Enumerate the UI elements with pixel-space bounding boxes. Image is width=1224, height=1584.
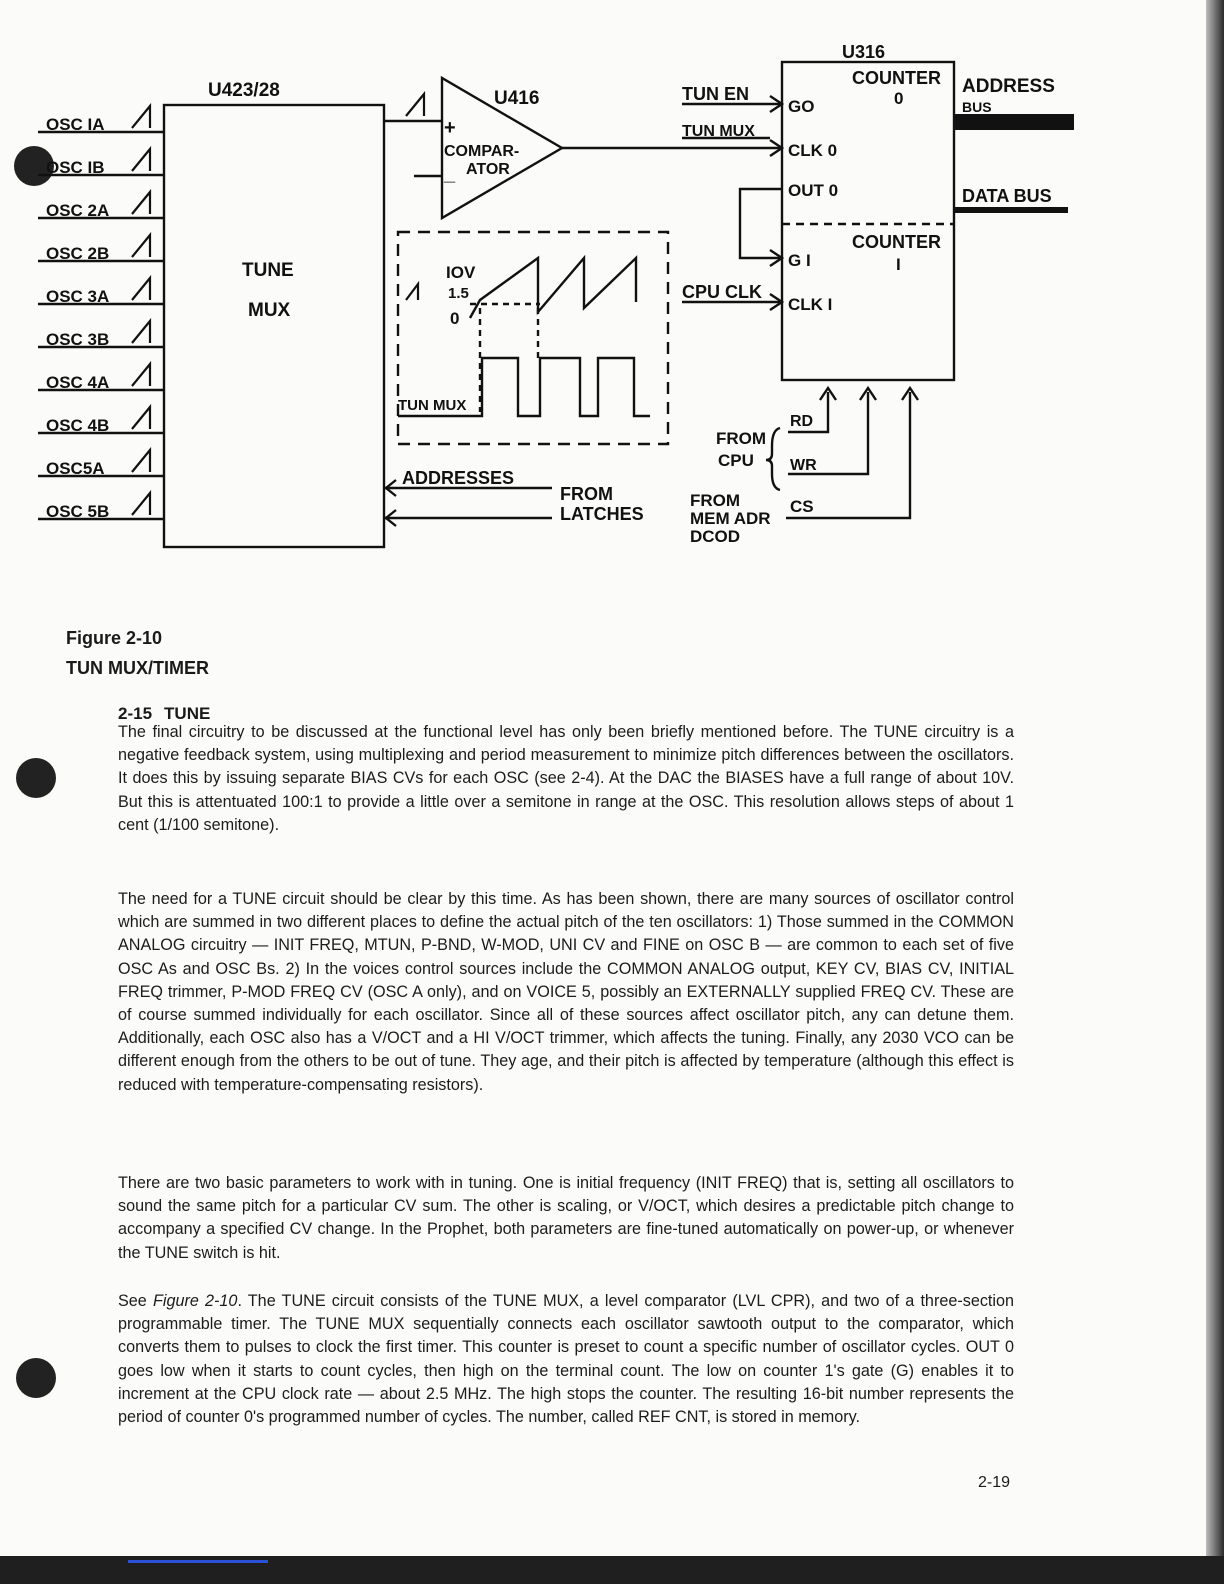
counter-chip-label: U316 [842,42,886,62]
tun-mux-timer-diagram [0,0,1206,600]
rd-label: RD [790,413,814,430]
pin-g1: G I [788,251,811,270]
tun-en-label: TUN EN [682,84,749,104]
waveform-1-5: 1.5 [448,285,469,302]
from-cpu-2: CPU [718,451,754,470]
osc-label: OSC 2B [46,244,110,263]
mux-chip-label: U423/28 [208,80,280,101]
pin-clk1: CLK I [788,295,833,314]
punch-hole-bottom [16,1358,56,1398]
paragraph-4-body: . The TUNE circuit consists of the TUNE MUX, a level comparator (LVL CPR), and two of a three-section programmable timer. The TUNE MUX sequentially connects each oscillator sawtooth output to the comparator, which converts them to pulses to clock the first timer. This counter is preset to count a specific number of oscillator cycles. OUT 0 goes low when it starts to count cycles, then high on the terminal count. The low on counter 1's gate (G) enables it to increment at the CPU clock rate — about 2.5 MHz. The high stops the counter. The resulting 16-bit number represents the period of counter 0's programmed number of cycles. The number, called REF CNT, is stored in memory. [118,1292,1015,1427]
osc-label: OSC 4B [46,416,110,435]
section-title: TUNE [164,704,211,723]
osc-label: OSC5A [46,459,105,478]
paragraph-4-lead: See [118,1292,147,1310]
page-number: 2-19 [978,1474,1011,1491]
paragraph-2: The need for a TUNE circuit should be clear by this time. As has been shown, there are many sources of oscillator control which are summed in two different places to define the actual pitch of the ten oscillators: 1) Those summed in the COMMON ANALOG circuitry — INIT FREQ, MTUN, P-BND, W-MOD, UNI CV and FINE on OSC B — are common to each set of five OSC As and OSC Bs. 2) In the voices control sources include the COMMON ANALOG output, KEY CV, BIAS CV, INITIAL FREQ trimmer, P-MOD FREQ CV (OSC A only), and on VOICE 5, possibly an EXTERNALLY supplied FREQ CV. These are of course summed individually for each oscillator. Since all of these sources affect oscillator pitch, any can detune them. Additionally, each OSC also has a V/OCT and a HI V/OCT trimmer, which affects the tuning. Finally, any 2030 VCO can be different enough from the others to be out of tune. They age, and their pitch is affected by temperature (although this effect is reduced with temperature-compensating resistors). [118,890,1014,1094]
paragraph-1: The final circuitry to be discussed at the functional level has only been briefly mentioned before. The TUNE circuitry is a negative feedback system, using multiplexing and period measurement to minimize pitch differences between the oscillators. It does this by issuing separate BIAS CVs for each OSC (see 2-4). At the DAC the BIASES have a full range of about 10V. But this is attentuated 100:1 to provide a little over a semitone in range at the OSC. This resolution allows steps of about 1 cent (1/100 semitone). [118,723,1014,834]
from-mem-1: FROM [690,491,741,510]
pin-out0: OUT 0 [788,181,839,200]
from-mem-3: DCOD [690,527,741,546]
waveform-tun-mux: TUN MUX [398,397,467,414]
tune-mux-box [164,105,384,547]
counter0-number: 0 [894,89,904,108]
page-edge-shadow [1206,0,1224,1584]
from-latches-1: FROM [560,484,613,504]
scanner-accent-line [128,1560,268,1563]
wr-label: WR [790,457,817,474]
osc-label: OSC 2A [46,201,110,220]
mux-label-tune: TUNE [242,260,294,281]
osc-labels [46,115,109,521]
osc-label: OSC 3A [46,287,110,306]
pin-clk0: CLK 0 [788,141,838,160]
paragraph-4 [118,1290,1014,1429]
figure-title: TUN MUX/TIMER [66,658,209,678]
cs-label: CS [790,497,814,516]
comparator-label-1: COMPAR- [444,143,520,160]
comparator-chip-label: U416 [494,88,540,109]
comparator-label-2: ATOR [466,161,510,178]
osc-label: OSC 4A [46,373,110,392]
section-number: 2-15 [118,704,153,723]
comparator-minus: _ [444,163,456,185]
punch-hole-middle [16,758,56,798]
waveform-10v: IOV [446,263,476,282]
figure-number: Figure 2-10 [66,628,163,648]
address-bus-label-1: ADDRESS [962,76,1055,97]
data-bus-label: DATA BUS [962,186,1052,206]
from-mem-2: MEM ADR [690,509,771,528]
osc-label: OSC IB [46,158,105,177]
sawtooth-symbols [132,106,150,515]
figure-reference: Figure 2-10 [152,1292,238,1310]
osc-label: OSC 5B [46,502,110,521]
tun-mux-label: TUN MUX [682,123,755,140]
from-latches-2: LATCHES [560,504,644,524]
osc-label: OSC 3B [46,330,110,349]
pin-go: GO [788,97,815,116]
counter0-label: COUNTER [852,68,941,88]
address-bus-label-2: BUS [962,99,992,115]
counter1-number: I [896,255,901,274]
waveform-zero: 0 [450,309,460,328]
comparator-plus: + [444,117,456,139]
addresses-label: ADDRESSES [402,468,515,488]
mux-label-mux: MUX [248,300,291,321]
from-cpu-1: FROM [716,429,767,448]
paragraph-3: There are two basic parameters to work with in tuning. One is initial frequency (INIT FREQ) that is, setting all oscillators to sound the same pitch for a particular CV sum. The other is scaling, or V/OCT, which desires a predictable pitch change to accompany a specified CV change. In the Prophet, both parameters are fine-tuned automatically on power-up, or whenever the TUNE switch is hit. [118,1174,1014,1262]
osc-label: OSC IA [46,115,105,134]
counter1-label: COUNTER [852,232,941,252]
cpu-clk-label: CPU CLK [682,282,762,302]
